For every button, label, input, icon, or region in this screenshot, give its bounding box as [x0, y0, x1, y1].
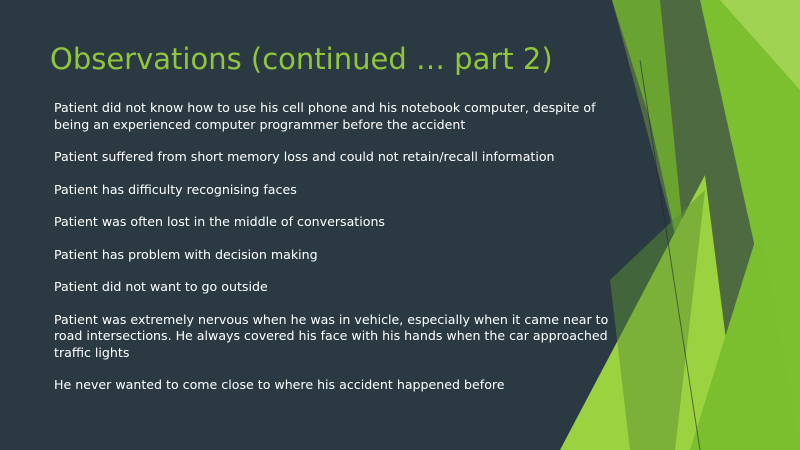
- observation-item: Patient was extremely nervous when he was in vehicle, especially when it came near to road intersections. He always covered his face with his hands when the car approached traffic lights: [54, 311, 609, 360]
- observation-item: Patient did not know how to use his cell phone and his notebook computer, despite of being an experienced computer programmer before the accident: [54, 100, 596, 132]
- observation-list: [54, 100, 614, 410]
- observation-item: Patient did not want to go outside: [54, 279, 268, 294]
- observation-item: He never wanted to come close to where his accident happened before: [54, 377, 505, 392]
- slide-title: Observations (continued … part 2): [50, 42, 553, 76]
- observation-item: Patient has difficulty recognising faces: [54, 181, 297, 197]
- observation-item: Patient has problem with decision making: [54, 246, 318, 262]
- observation-item: Patient was often lost in the middle of conversations: [54, 214, 385, 229]
- observation-item: Patient suffered from short memory loss and could not retain/recall information: [54, 149, 555, 164]
